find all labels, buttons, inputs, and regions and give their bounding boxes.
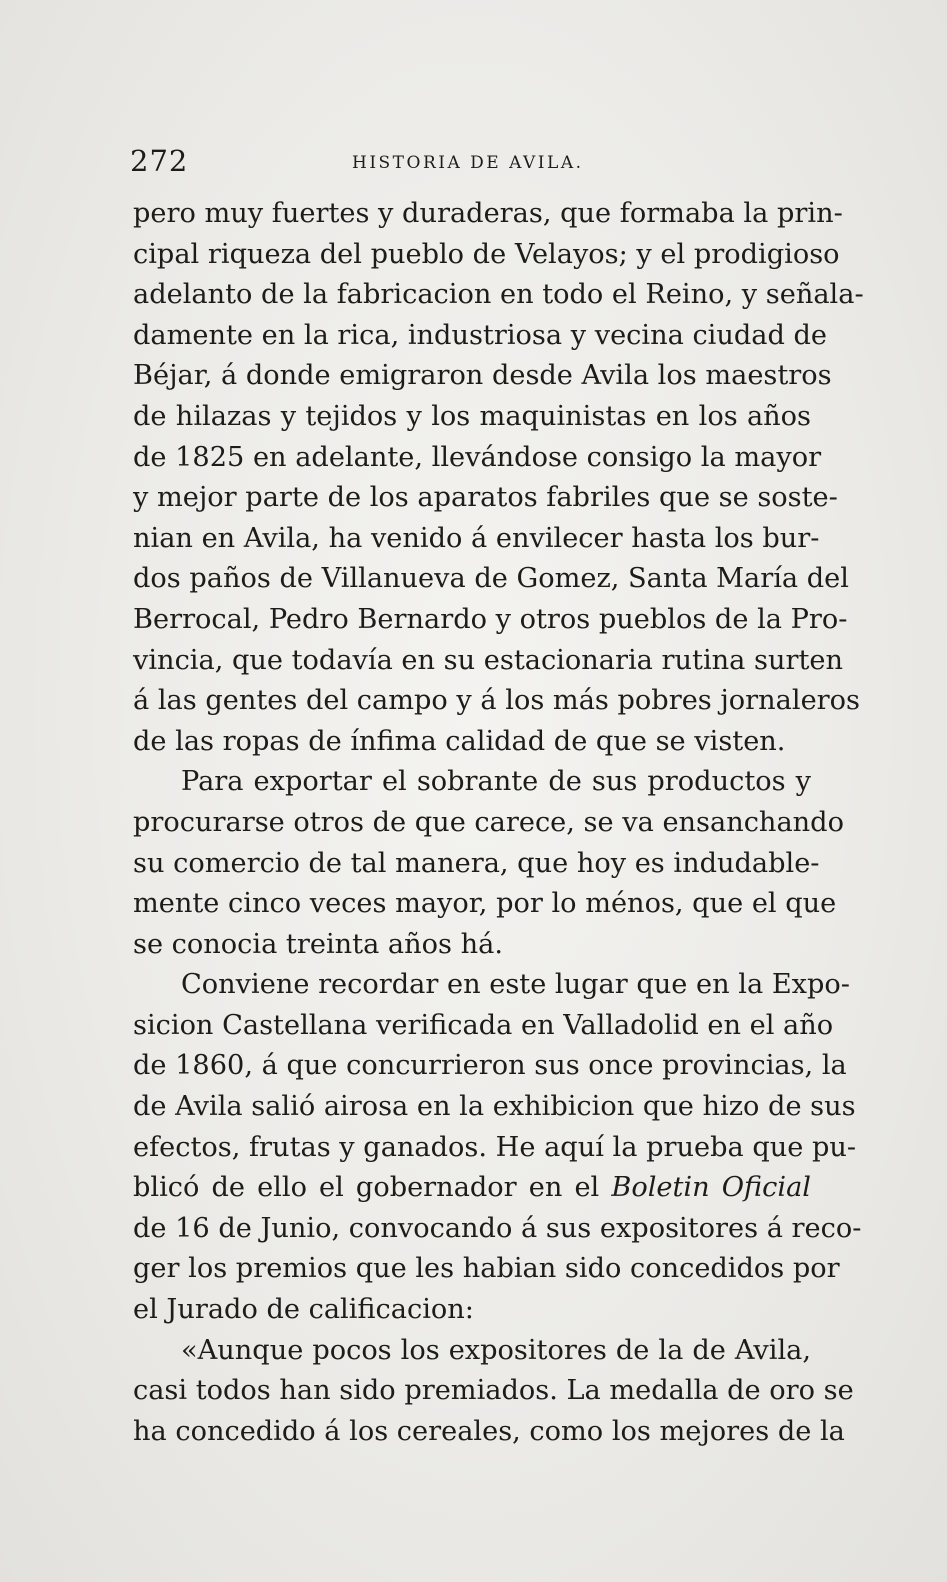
text-line: se conocia treinta años há.: [133, 928, 503, 960]
text-line: cipal riqueza del pueblo de Velayos; y el prodigioso: [133, 238, 840, 270]
text-line: Conviene recordar en este lugar que en la Expo-: [181, 969, 850, 1001]
text-line: y mejor parte de los aparatos fabriles que se soste-: [133, 482, 838, 514]
text-line: pero muy fuertes y duraderas, que formaba la prin-: [133, 198, 843, 229]
quote-line: «Aunque pocos los expositores de la de Avila,: [181, 1334, 811, 1366]
text-line: de Avila salió airosa en la exhibicion que hizo de sus: [133, 1091, 856, 1123]
page-number: 272: [130, 144, 189, 178]
text-line-start: blicó de ello el gobernador en el: [133, 1172, 600, 1204]
text-line: dos paños de Villanueva de Gomez, Santa María del: [133, 563, 849, 595]
text-line: nian en Avila, ha venido á envilecer hasta los bur-: [133, 522, 820, 554]
text-line: de las ropas de ínfima calidad de que se visten.: [133, 725, 786, 757]
page-header: [130, 144, 810, 184]
text-line: procurarse otros de que carece, se va ensanchando: [133, 806, 844, 838]
text-line: ha concedido á los cereales, como los mejores de la: [133, 1415, 845, 1447]
text-line: vincia, que todavía en su estacionaria rutina surten: [133, 644, 843, 676]
text-line: á las gentes del campo y á los más pobres jornaleros: [133, 685, 860, 717]
text-line: sicion Castellana verificada en Valladolid en el año: [133, 1009, 834, 1041]
text-line: de 1860, á que concurrieron sus once provincias, la: [133, 1050, 847, 1082]
text-line: su comercio de tal manera, que hoy es indudable-: [133, 847, 820, 879]
body-text: [133, 194, 864, 1452]
text-line: el Jurado de calificacion:: [133, 1294, 474, 1326]
text-line: ger los premios que les habian sido concedidos por: [133, 1253, 840, 1285]
text-line: Béjar, á donde emigraron desde Avila los maestros: [133, 360, 832, 392]
text-line: de hilazas y tejidos y los maquinistas en los años: [133, 400, 811, 432]
text-line: adelanto de la fabricacion en todo el Reino, y señala-: [133, 279, 864, 311]
text-line: damente en la rica, industriosa y vecina ciudad de: [133, 319, 828, 351]
text-line: mente cinco veces mayor, por lo ménos, que el que: [133, 888, 837, 920]
running-head: HISTORIA DE AVILA.: [352, 153, 584, 173]
text-line: efectos, frutas y ganados. He aquí la prueba que pu-: [133, 1131, 857, 1163]
boletin-oficial-title: Boletin Oficial: [611, 1172, 811, 1204]
text-line: Berrocal, Pedro Bernardo y otros pueblos de la Pro-: [133, 603, 848, 635]
text-line: casi todos han sido premiados. La medalla de oro se: [133, 1375, 854, 1407]
text-line: de 1825 en adelante, llevándose consigo la mayor: [133, 441, 822, 473]
text-line: de 16 de Junio, convocando á sus expositores á reco-: [133, 1212, 862, 1244]
text-line: Para exportar el sobrante de sus productos y: [181, 766, 811, 798]
text-line-with-italic: [133, 1168, 811, 1209]
